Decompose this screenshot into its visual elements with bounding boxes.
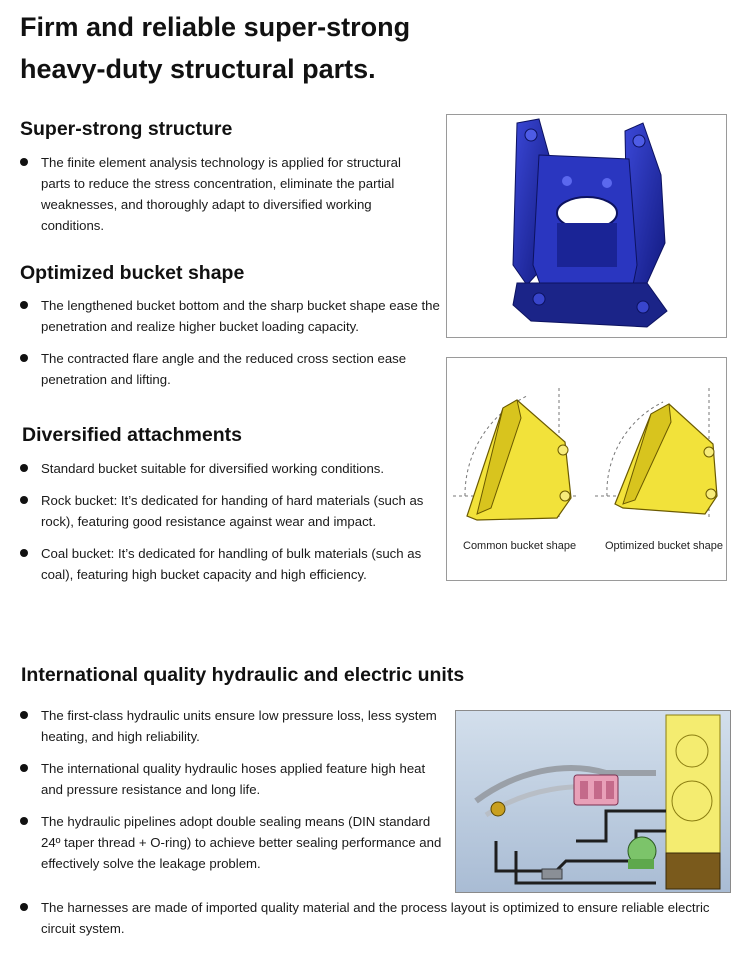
bullet-icon xyxy=(20,464,28,472)
list-item: The contracted flare angle and the reduced cross section ease penetration and lifting. xyxy=(20,348,440,390)
electric-bullet-list xyxy=(20,897,720,939)
caption-optimized-bucket: Optimized bucket shape xyxy=(605,540,724,552)
bullet-icon xyxy=(20,301,28,309)
list-item: Rock bucket: It’s dedicated for handing of hard materials (such as rock), featuring good resistance against wear and impact. xyxy=(20,490,428,532)
section-heading-bucket: Optimized bucket shape xyxy=(20,262,245,284)
bullet-icon xyxy=(20,711,28,719)
list-item: The hydraulic pipelines adopt double sealing means (DIN standard 24º taper thread + O-ring) to achieve better sealing performance and effectively solve the leakage problem. xyxy=(20,811,445,874)
bullet-icon xyxy=(20,158,28,166)
hydraulic-bullet-list xyxy=(20,705,445,874)
structure-figure xyxy=(446,114,727,338)
bucket-illustration xyxy=(447,358,726,536)
structure-bullet-list xyxy=(20,152,425,236)
optimized-bucket-shape xyxy=(595,388,717,518)
bullet-icon xyxy=(20,903,28,911)
hydraulic-illustration xyxy=(456,711,730,892)
section-heading-hydraulic: International quality hydraulic and electric units xyxy=(21,664,465,686)
section-heading-structure: Super-strong structure xyxy=(20,118,233,140)
list-item: The first-class hydraulic units ensure low pressure loss, less system heating, and high reliability. xyxy=(20,705,445,747)
list-item: The harnesses are made of imported quality material and the process layout is optimized to ensure reliable electric circuit system. xyxy=(20,897,720,939)
list-item: The finite element analysis technology is applied for structural parts to reduce the stress concentration, eliminate the partial weaknesses, and thoroughly adapt to diversified working conditions. xyxy=(20,152,425,236)
bullet-icon xyxy=(20,817,28,825)
structure-illustration xyxy=(447,115,726,337)
common-bucket-shape xyxy=(453,388,577,520)
list-item: The international quality hydraulic hoses applied feature high heat and pressure resistance and long life. xyxy=(20,758,445,800)
attachments-bullet-list xyxy=(20,458,428,585)
list-item: Standard bucket suitable for diversified working conditions. xyxy=(20,458,428,479)
bucket-bullet-list xyxy=(20,295,440,390)
bucket-comparison-figure xyxy=(446,357,727,581)
bullet-icon xyxy=(20,354,28,362)
caption-common-bucket: Common bucket shape xyxy=(463,540,577,552)
bullet-icon xyxy=(20,496,28,504)
bullet-icon xyxy=(20,549,28,557)
bullet-icon xyxy=(20,764,28,772)
list-item: The lengthened bucket bottom and the sharp bucket shape ease the penetration and realize higher bucket loading capacity. xyxy=(20,295,440,337)
hydraulic-figure xyxy=(455,710,731,893)
section-heading-attachments: Diversified attachments xyxy=(22,424,242,446)
page-title: Firm and reliable super-strong heavy-duty structural parts. xyxy=(20,12,411,84)
list-item: Coal bucket: It’s dedicated for handling of bulk materials (such as coal), featuring high bucket capacity and high efficiency. xyxy=(20,543,428,585)
